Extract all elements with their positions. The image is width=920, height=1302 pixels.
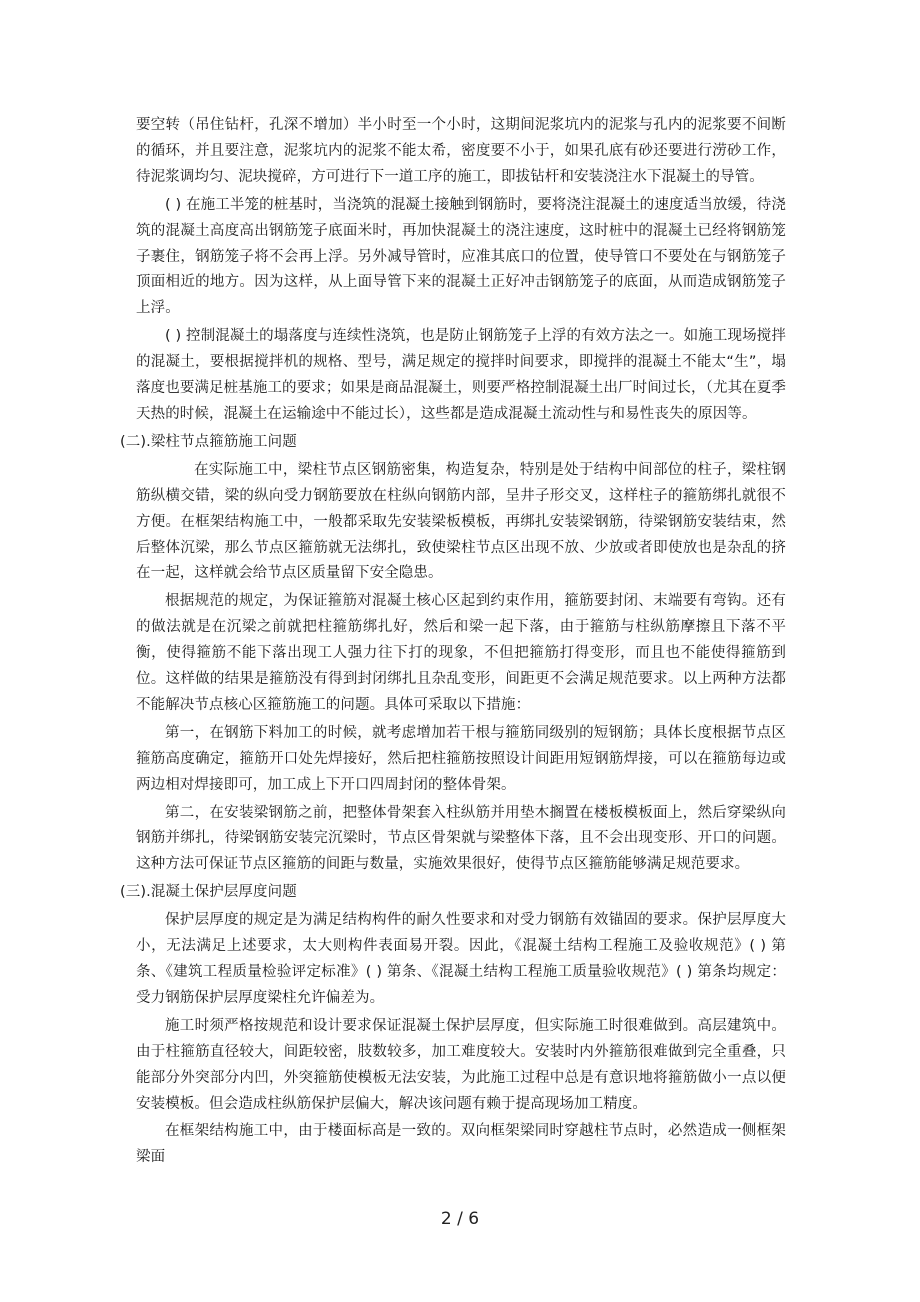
section-heading-2: (二).梁柱节点箍筋施工问题 [120, 433, 297, 450]
paragraph-slump-control: ( ) 控制混凝土的塌落度与连续性浇筑，也是防止钢筋笼子上浮的有效方法之一。如施工现场搅拌的混凝土，要根据搅拌机的规格、型号，满足规定的搅拌时间要求，即搅拌的混凝土不能太“生”，塌落度也要满足桩基施工的要求；如果是商品混凝土，则要严格控制混凝土出厂时间过长，（尤其在夏季天热的时候，混凝土在运输途中不能过长），这些都是造成混凝土流动性与和易性丧失的原因等。 [136, 328, 786, 422]
paragraph-half-cage: ( ) 在施工半笼的桩基时，当浇筑的混凝土接触到钢筋时，要将浇注混凝土的速度适当放缓，待浇筑的混凝土高度高出钢筋笼子底面米时，再加快混凝土的浇注速度，这时桩中的混凝土已经将钢筋笼子裹住，钢筋笼子将不会再上浮。另外减导管时，应准其底口的位置，使导管口不要处在与钢筋笼子顶面相近的地方。因为这样，从上面导管下来的混凝土正好冲击钢筋笼子的底面，从而造成钢筋笼子上浮。 [136, 196, 786, 317]
section-heading-3: (三).混凝土保护层厚度问题 [120, 884, 297, 901]
page-number: 2 / 6 [440, 1209, 480, 1229]
paragraph-measure-two: 第二，在安装梁钢筋之前，把整体骨架套入柱纵筋并用垫木搁置在楼板模板面上，然后穿梁纵向钢筋并绑扎，待梁钢筋安装完沉梁时，节点区骨架就与梁整体下落，且不会出现变形、开口的问题。这种方法可保证节点区箍筋的间距与数量，实施效果很好，使得节点区箍筋能够满足规范要求。 [136, 804, 786, 873]
paragraph-frame-beams: 在框架结构施工中，由于楼面标高是一致的。双向框架梁同时穿越柱节点时，必然造成一侧框架梁面 [136, 1123, 786, 1166]
paragraph-joint-stirrups: 在实际施工中，梁柱节点区钢筋密集，构造复杂，特别是处于结构中间部位的柱子，梁柱钢筋纵横交错，梁的纵向受力钢筋要放在柱纵向钢筋内部，呈井子形交叉，这样柱子的箍筋绑扎就很不方便。在框架结构施工中，一般都采取先安装梁板模板，再绑扎安装梁钢筋，待梁钢筋安装结束，然后整体沉梁，那么节点区箍筋就无法绑扎，致使梁柱节点区出现不放、少放或者即使放也是杂乱的挤在一起，这样就会给节点区质量留下安全隐患。 [136, 461, 786, 582]
paragraph-code-requirements: 根据规范的规定，为保证箍筋对混凝土核心区起到约束作用，箍筋要封闭、末端要有弯钩。还有的做法就是在沉梁之前就把柱箍筋绑扎好，然后和梁一起下落，由于箍筋与柱纵筋摩擦且下落不平衡，使得箍筋不能下落出现工人强力往下打的现象，不但把箍筋打得变形，而且也不能使得箍筋到位。这样做的结果是箍筋没有得到封闭绑扎且杂乱变形，间距更不会满足规范要求。以上两种方法都不能解决节点核心区箍筋施工的问题。具体可采取以下措施： [136, 593, 786, 713]
paragraph-continuation: 要空转（吊住钻杆，孔深不增加）半小时至一个小时，这期间泥浆坑内的泥浆与孔内的泥浆要不间断的循环，并且要注意，泥浆坑内的泥浆不能太希，密度要不小于，如果孔底有砂还要进行涝砂工作，待泥浆调均匀、泥块搅碎，方可进行下一道工序的施工，即拔钻杆和安装浇注水下混凝土的导管。 [136, 117, 786, 185]
paragraph-cover-thickness: 保护层厚度的规定是为满足结构构件的耐久性要求和对受力钢筋有效锚固的要求。保护层厚度大小，无法满足上述要求，太大则构件表面易开裂。因此，《混凝土结构工程施工及验收规范》( ) 第条、《建筑工程质量检验评定标准》( ) 第条、《混凝土结构工程施工质量验收规范》( ) 第条均规定：受力钢筋保护层厚度梁柱允许偏差为。 [136, 912, 786, 1006]
paragraph-measure-one: 第一，在钢筋下料加工的时候，就考虑增加若干根与箍筋同级别的短钢筋；具体长度根据节点区箍筋高度确定，箍筋开口处先焊接好，然后把柱箍筋按照设计间距用短钢筋焊接，可以在箍筋每边或两边相对焊接即可，加工成上下开口四周封闭的整体骨架。 [136, 724, 786, 793]
document-body [120, 113, 786, 1173]
paragraph-construction-practice: 施工时须严格按规范和设计要求保证混凝土保护层厚度，但实际施工时很难做到。高层建筑中。由于柱箍筋直径较大，间距较密，肢数较多，加工难度较大。安装时内外箍筋很难做到完全重叠，只能部分外突部分内凹，外突箍筋使模板无法安装，为此施工过程中总是有意识地将箍筋做小一点以便安装模板。但会造成柱纵筋保护层偏大，解决该问题有赖于提高现场加工精度。 [136, 1017, 786, 1112]
